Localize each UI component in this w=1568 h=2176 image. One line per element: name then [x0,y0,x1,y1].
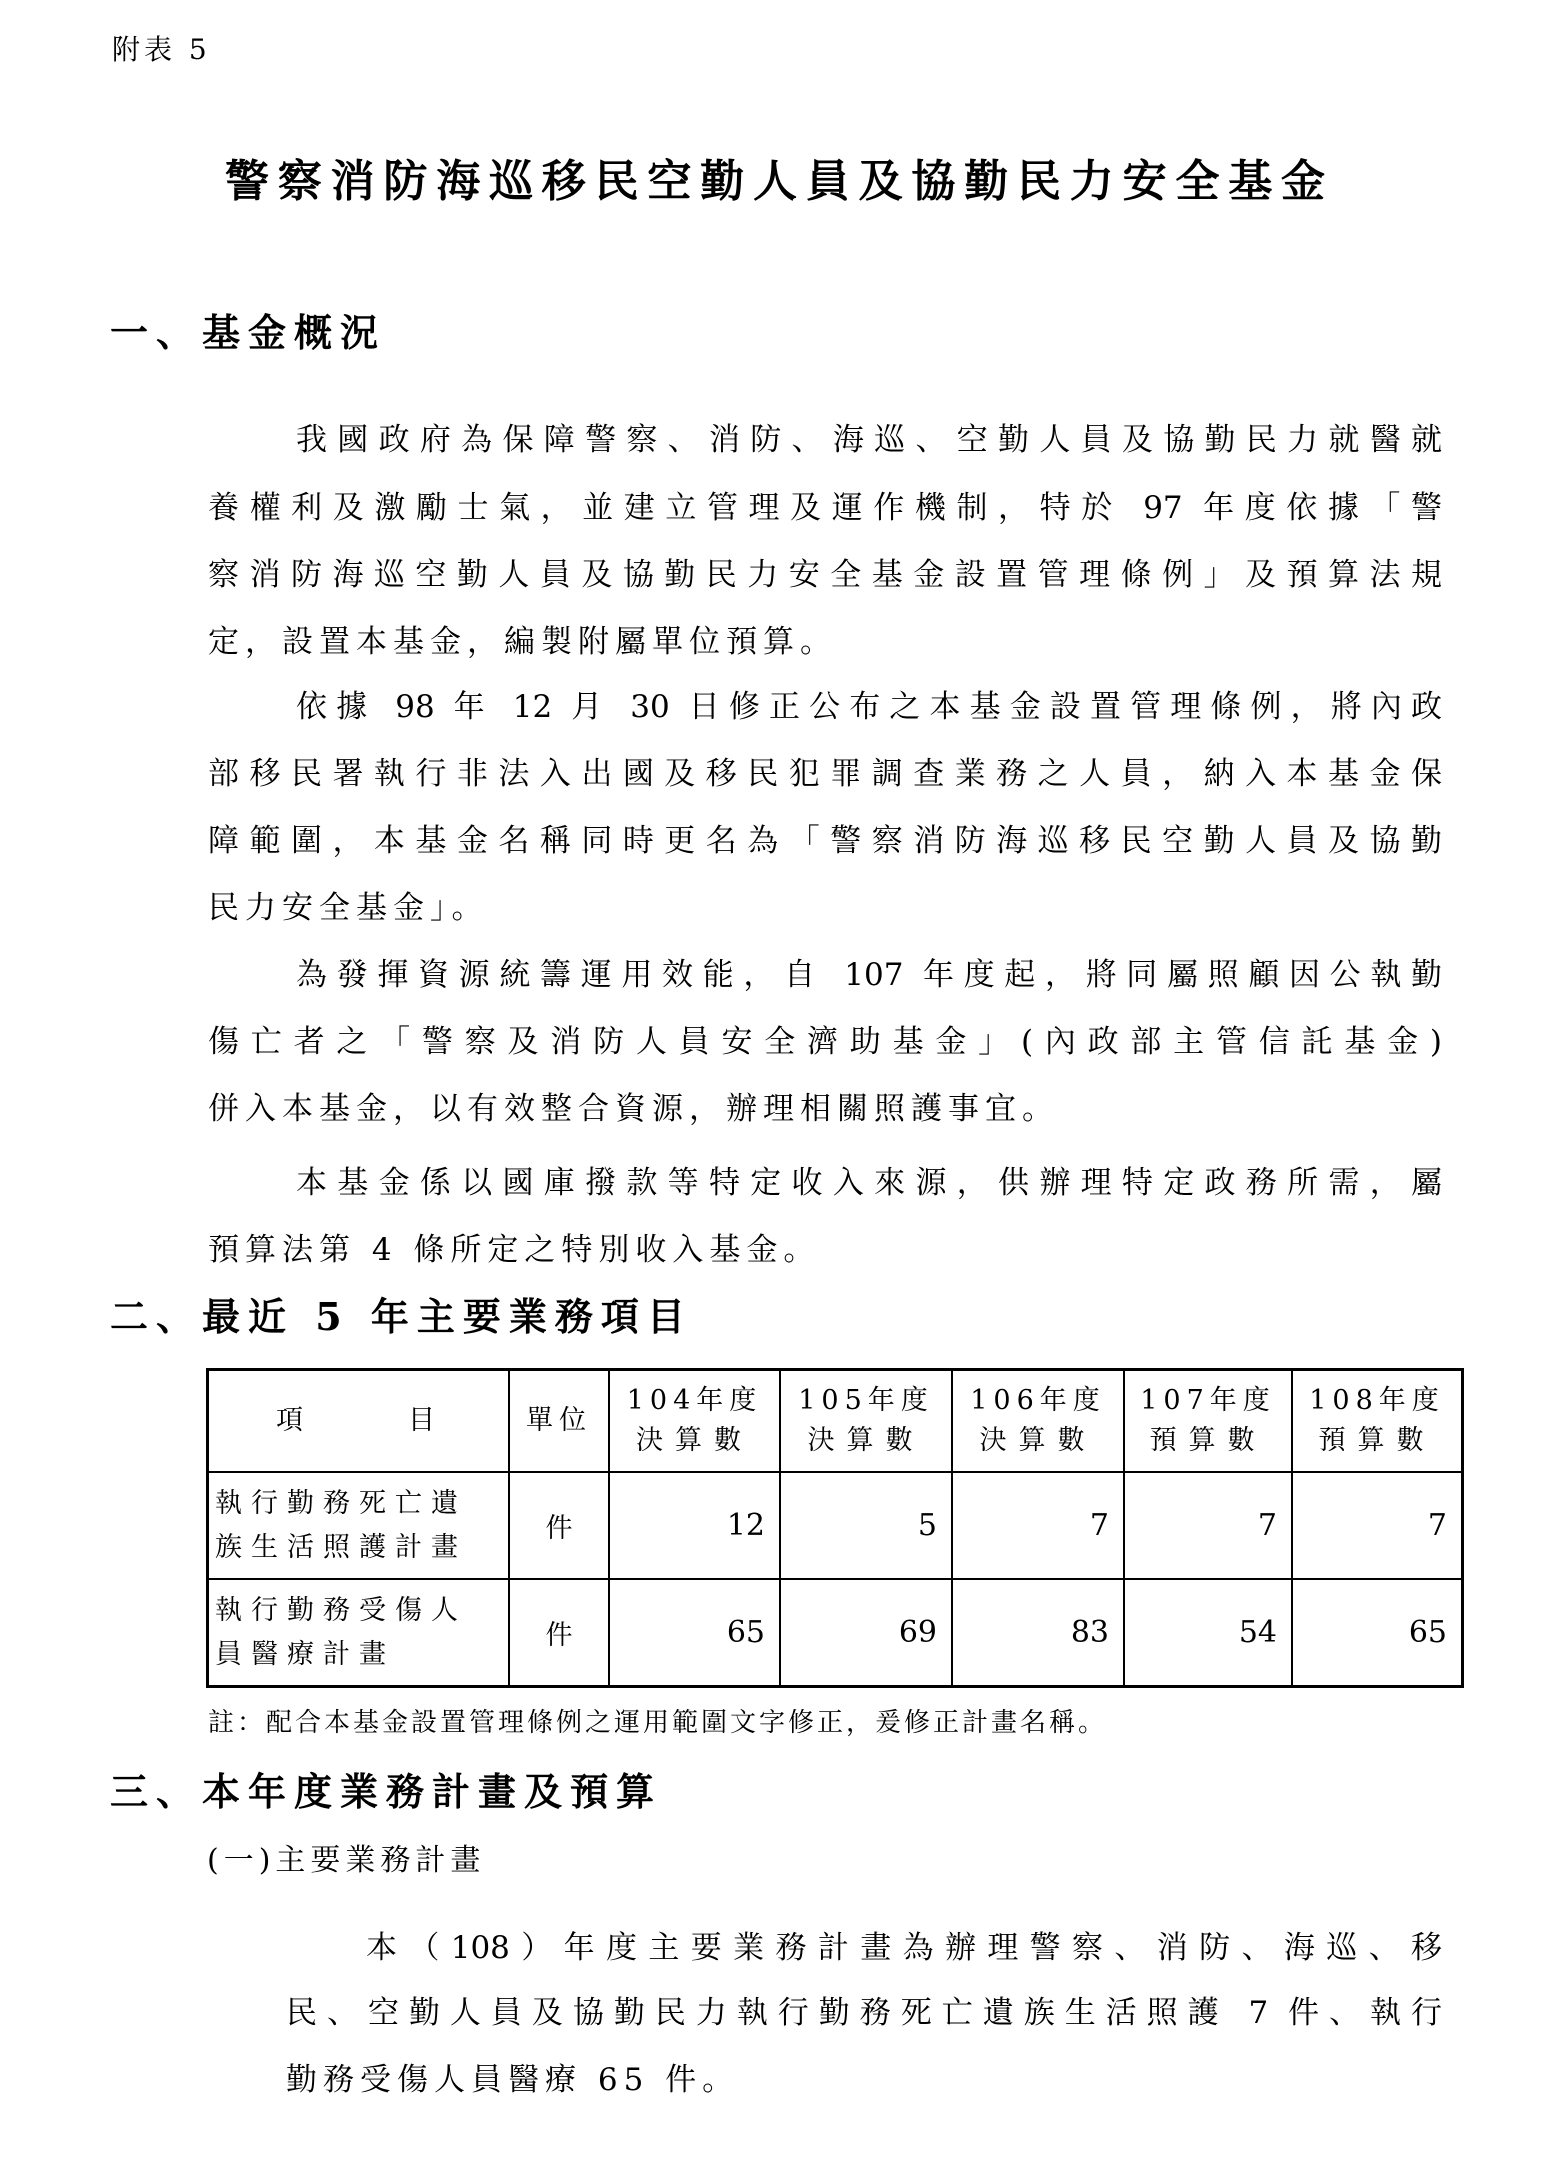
text-line: 民力安全基金」。 [208,890,489,926]
value-105: 5 [780,1472,952,1579]
document-title: 警察消防海巡移民空勤人員及協勤民力安全基金 [225,156,1325,207]
row-unit: 件 [509,1579,609,1687]
section1-heading: 一、基金概況 [110,310,387,355]
section2-heading: 二、最近 5 年主要業務項目 [110,1294,693,1339]
text-line: 部移民署執行非法入出國及移民犯罪調查業務之人員，納入本基金保 [208,756,1442,792]
annex-label: 附表 5 [112,33,211,66]
text-line: 為發揮資源統籌運用效能，自 107 年度起，將同屬照顧因公執勤 [296,957,1442,993]
value-104: 65 [609,1579,780,1687]
value-108: 7 [1292,1472,1463,1579]
text-line: 預算法第 4 條所定之特別收入基金。 [208,1232,821,1268]
text-line: 我國政府為保障警察、消防、海巡、空勤人員及協勤民力就醫就 [296,422,1442,458]
text-line: 障範圍，本基金名稱同時更名為「警察消防海巡移民空勤人員及協勤 [208,823,1442,859]
section3-subheading: (一)主要業務計畫 [207,1843,486,1878]
value-107: 54 [1124,1579,1292,1687]
table-row [208,1472,1463,1579]
value-104: 12 [609,1472,780,1579]
text-line: 本（108）年度主要業務計畫為辦理警察、消防、海巡、移 [366,1930,1442,1966]
text-line: 傷亡者之「警察及消防人員安全濟助基金」(內政部主管信託基金) [208,1024,1442,1060]
text-line: 勤務受傷人員醫療 65 件。 [286,2062,740,2098]
header-year-105: 105年度 決算數 [780,1370,952,1473]
value-106: 83 [952,1579,1124,1687]
text-line: 養權利及激勵士氣，並建立管理及運作機制，特於 97 年度依據「警 [208,490,1442,526]
text-line: 本基金係以國庫撥款等特定收入來源，供辦理特定政務所需，屬 [296,1165,1442,1201]
text-line: 定，設置本基金，編製附屬單位預算。 [208,624,837,660]
value-106: 7 [952,1472,1124,1579]
header-year-107: 107年度 預算數 [1124,1370,1292,1473]
row-item-name: 執行勤務受傷人 員醫療計畫 [208,1579,510,1687]
value-108: 65 [1292,1579,1463,1687]
table-note: 註：配合本基金設置管理條例之運用範圍文字修正，爰修正計畫名稱。 [208,1708,1108,1738]
header-year-106: 106年度 決算數 [952,1370,1124,1473]
section3-heading: 三、本年度業務計畫及預算 [110,1769,663,1814]
table-row [208,1579,1463,1687]
row-unit: 件 [509,1472,609,1579]
header-year-104: 104年度 決算數 [609,1370,780,1473]
header-year-108: 108年度 預算數 [1292,1370,1463,1473]
text-line: 併入本基金，以有效整合資源，辦理相關照護事宜。 [208,1091,1059,1127]
text-line: 民、空勤人員及協勤民力執行勤務死亡遺族生活照護 7 件、執行 [286,1995,1442,2031]
business-items-table [206,1368,1464,1688]
table-header-row [208,1370,1463,1473]
header-unit: 單位 [509,1370,609,1473]
text-line: 依據 98 年 12 月 30 日修正公布之本基金設置管理條例，將內政 [296,689,1442,725]
value-105: 69 [780,1579,952,1687]
text-line: 察消防海巡空勤人員及協勤民力安全基金設置管理條例」及預算法規 [208,557,1442,593]
header-item: 項 目 [208,1370,510,1473]
row-item-name: 執行勤務死亡遺 族生活照護計畫 [208,1472,510,1579]
value-107: 7 [1124,1472,1292,1579]
